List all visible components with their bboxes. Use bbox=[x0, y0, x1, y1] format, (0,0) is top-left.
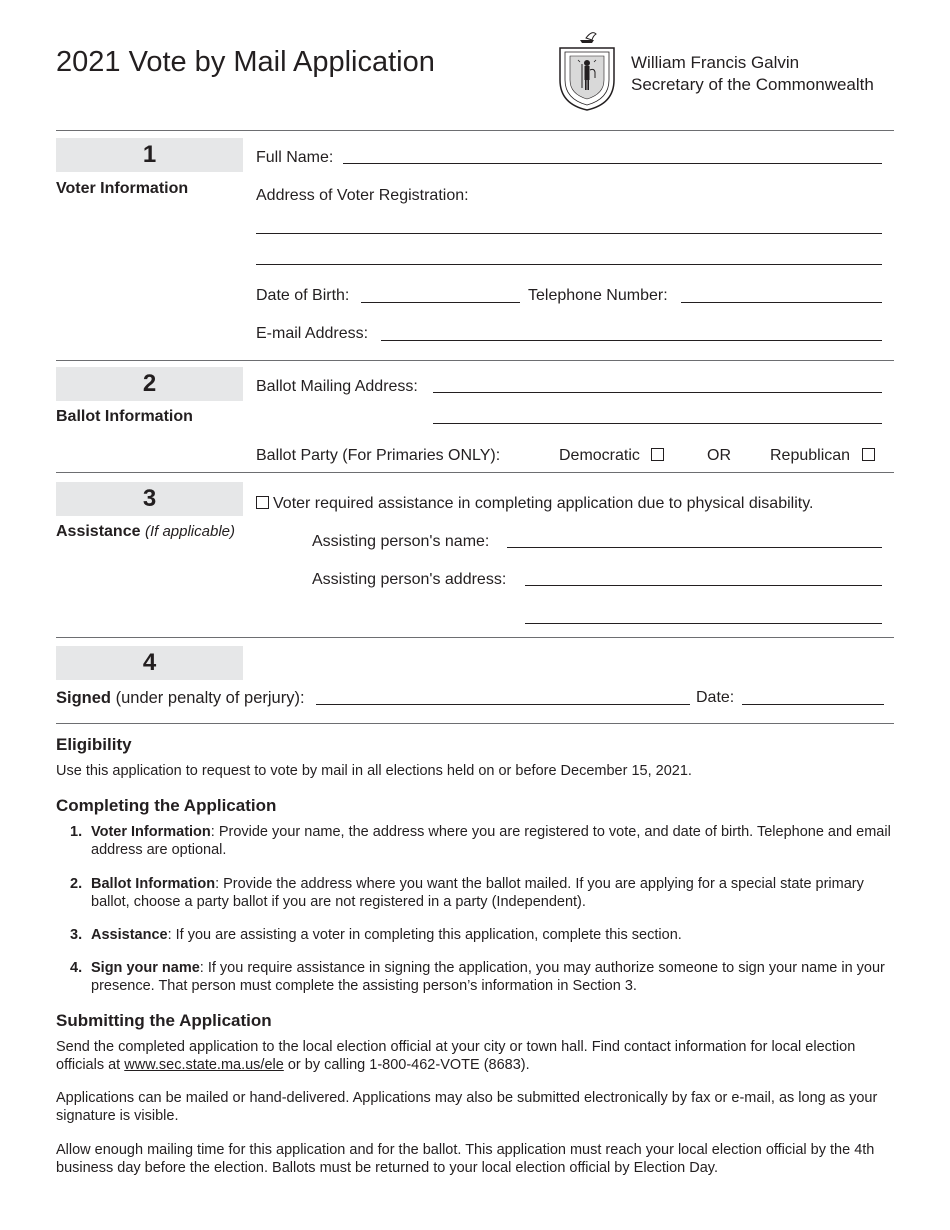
page-title: 2021 Vote by Mail Application bbox=[56, 46, 435, 78]
list-body: : If you require assistance in signing the application, you may authorize someone to sign your name in your presence. That person must complete the assisting person’s information in Section 3. bbox=[91, 960, 885, 994]
list-bold: Ballot Information bbox=[91, 876, 216, 892]
assisting-name-label: Assisting person's name: bbox=[312, 533, 490, 550]
full-name-field[interactable] bbox=[343, 163, 882, 164]
list-number: 4. bbox=[70, 960, 83, 976]
democratic-label: Democratic bbox=[559, 447, 640, 464]
signed-bold: Signed bbox=[56, 689, 112, 707]
signature-field[interactable] bbox=[316, 704, 690, 705]
date-label: Date: bbox=[696, 689, 735, 706]
official-name: William Francis Galvin bbox=[631, 53, 800, 72]
section-label-ballot-information: Ballot Information bbox=[56, 408, 193, 425]
full-name-label: Full Name: bbox=[256, 149, 334, 166]
signed-rest: (under penalty of perjury): bbox=[115, 689, 305, 707]
divider bbox=[56, 130, 894, 131]
republican-option[interactable] bbox=[770, 446, 875, 466]
divider bbox=[56, 637, 894, 638]
registration-address-label: Address of Voter Registration: bbox=[256, 187, 469, 204]
submit-paragraph-2: Applications can be mailed or hand-delivered. Applications may also be submitted electronically by fax or e-mail, as long as your signature is visible. bbox=[56, 1090, 878, 1124]
telephone-field[interactable] bbox=[681, 302, 882, 303]
list-number: 1. bbox=[70, 824, 83, 840]
list-body: : Provide the address where you want the ballot mailed. If you are applying for a special state primary ballot, choose a party ballot if you are not registered in a party (Independent). bbox=[91, 876, 864, 910]
divider bbox=[56, 723, 894, 724]
official-title: Secretary of the Commonwealth bbox=[631, 75, 874, 94]
submit-paragraph-3: Allow enough mailing time for this application and for the ballot. This application must reach your local election official by the 4th business day before the election. Ballots must be returned to your local election official by Election Day. bbox=[56, 1142, 875, 1176]
divider bbox=[56, 360, 894, 361]
or-text: OR bbox=[707, 447, 731, 464]
disability-assistance-text: Voter required assistance in completing application due to physical disability. bbox=[273, 495, 814, 512]
democratic-option[interactable] bbox=[559, 446, 664, 466]
divider bbox=[56, 472, 894, 473]
section-number-3: 3 bbox=[56, 482, 243, 516]
list-number: 3. bbox=[70, 927, 83, 943]
list-bold: Sign your name bbox=[91, 960, 200, 976]
list-body: : If you are assisting a voter in completing this application, complete this section. bbox=[167, 927, 682, 943]
section-label-assistance bbox=[56, 523, 235, 541]
ballot-mailing-address-field-line2[interactable] bbox=[433, 423, 882, 424]
assisting-address-label: Assisting person's address: bbox=[312, 571, 507, 588]
ballot-party-label: Ballot Party (For Primaries ONLY): bbox=[256, 447, 501, 464]
dob-field[interactable] bbox=[361, 302, 520, 303]
date-field[interactable] bbox=[742, 704, 884, 705]
section-number-2: 2 bbox=[56, 367, 243, 401]
list-item bbox=[56, 959, 886, 995]
republican-checkbox[interactable] bbox=[862, 448, 875, 461]
disability-assistance-option[interactable] bbox=[256, 494, 813, 514]
list-number: 2. bbox=[70, 876, 83, 892]
submit-text: or by calling 1-800-462-VOTE (8683). bbox=[283, 1057, 530, 1073]
email-label: E-mail Address: bbox=[256, 325, 369, 342]
assisting-name-field[interactable] bbox=[507, 547, 882, 548]
list-body: : Provide your name, the address where you are registered to vote, and date of birth. Telephone and email address are optional. bbox=[91, 824, 891, 858]
assistance-note: (If applicable) bbox=[144, 523, 235, 540]
ballot-mailing-address-field-line1[interactable] bbox=[433, 392, 882, 393]
signature-label bbox=[56, 688, 305, 708]
assisting-address-field-line2[interactable] bbox=[525, 623, 882, 624]
list-text bbox=[91, 926, 891, 944]
list-item bbox=[56, 823, 891, 859]
list-bold: Assistance bbox=[91, 927, 168, 943]
official-block bbox=[631, 52, 874, 96]
list-bold: Voter Information bbox=[91, 824, 211, 840]
list-item bbox=[56, 875, 886, 911]
list-text bbox=[91, 959, 891, 995]
assistance-label: Assistance bbox=[56, 523, 141, 540]
email-field[interactable] bbox=[381, 340, 882, 341]
section-number-4: 4 bbox=[56, 646, 243, 680]
completing-heading: Completing the Application bbox=[56, 796, 277, 815]
list-item bbox=[56, 926, 886, 944]
eligibility-text: Use this application to request to vote by mail in all elections held on or before December 15, 2021. bbox=[56, 763, 692, 779]
massachusetts-seal-icon bbox=[556, 28, 618, 112]
elections-website-link[interactable]: www.sec.state.ma.us/ele bbox=[124, 1057, 284, 1073]
section-number-1: 1 bbox=[56, 138, 243, 172]
dob-label: Date of Birth: bbox=[256, 287, 350, 304]
ballot-mailing-address-label: Ballot Mailing Address: bbox=[256, 378, 418, 395]
submit-paragraph-1 bbox=[56, 1038, 896, 1074]
list-text bbox=[91, 875, 891, 911]
telephone-label: Telephone Number: bbox=[528, 287, 668, 304]
submitting-heading: Submitting the Application bbox=[56, 1011, 272, 1030]
assisting-address-field-line1[interactable] bbox=[525, 585, 882, 586]
registration-address-field-line1[interactable] bbox=[256, 233, 882, 234]
eligibility-heading: Eligibility bbox=[56, 735, 132, 754]
republican-label: Republican bbox=[770, 447, 851, 464]
registration-address-field-line2[interactable] bbox=[256, 264, 882, 265]
submit-text: Send the completed application to the local election official at your city or town hall. Find contact information for local election officials at bbox=[56, 1039, 856, 1073]
list-text bbox=[91, 823, 891, 859]
disability-assistance-checkbox[interactable] bbox=[256, 496, 269, 509]
democratic-checkbox[interactable] bbox=[651, 448, 664, 461]
section-label-voter-information: Voter Information bbox=[56, 180, 189, 197]
